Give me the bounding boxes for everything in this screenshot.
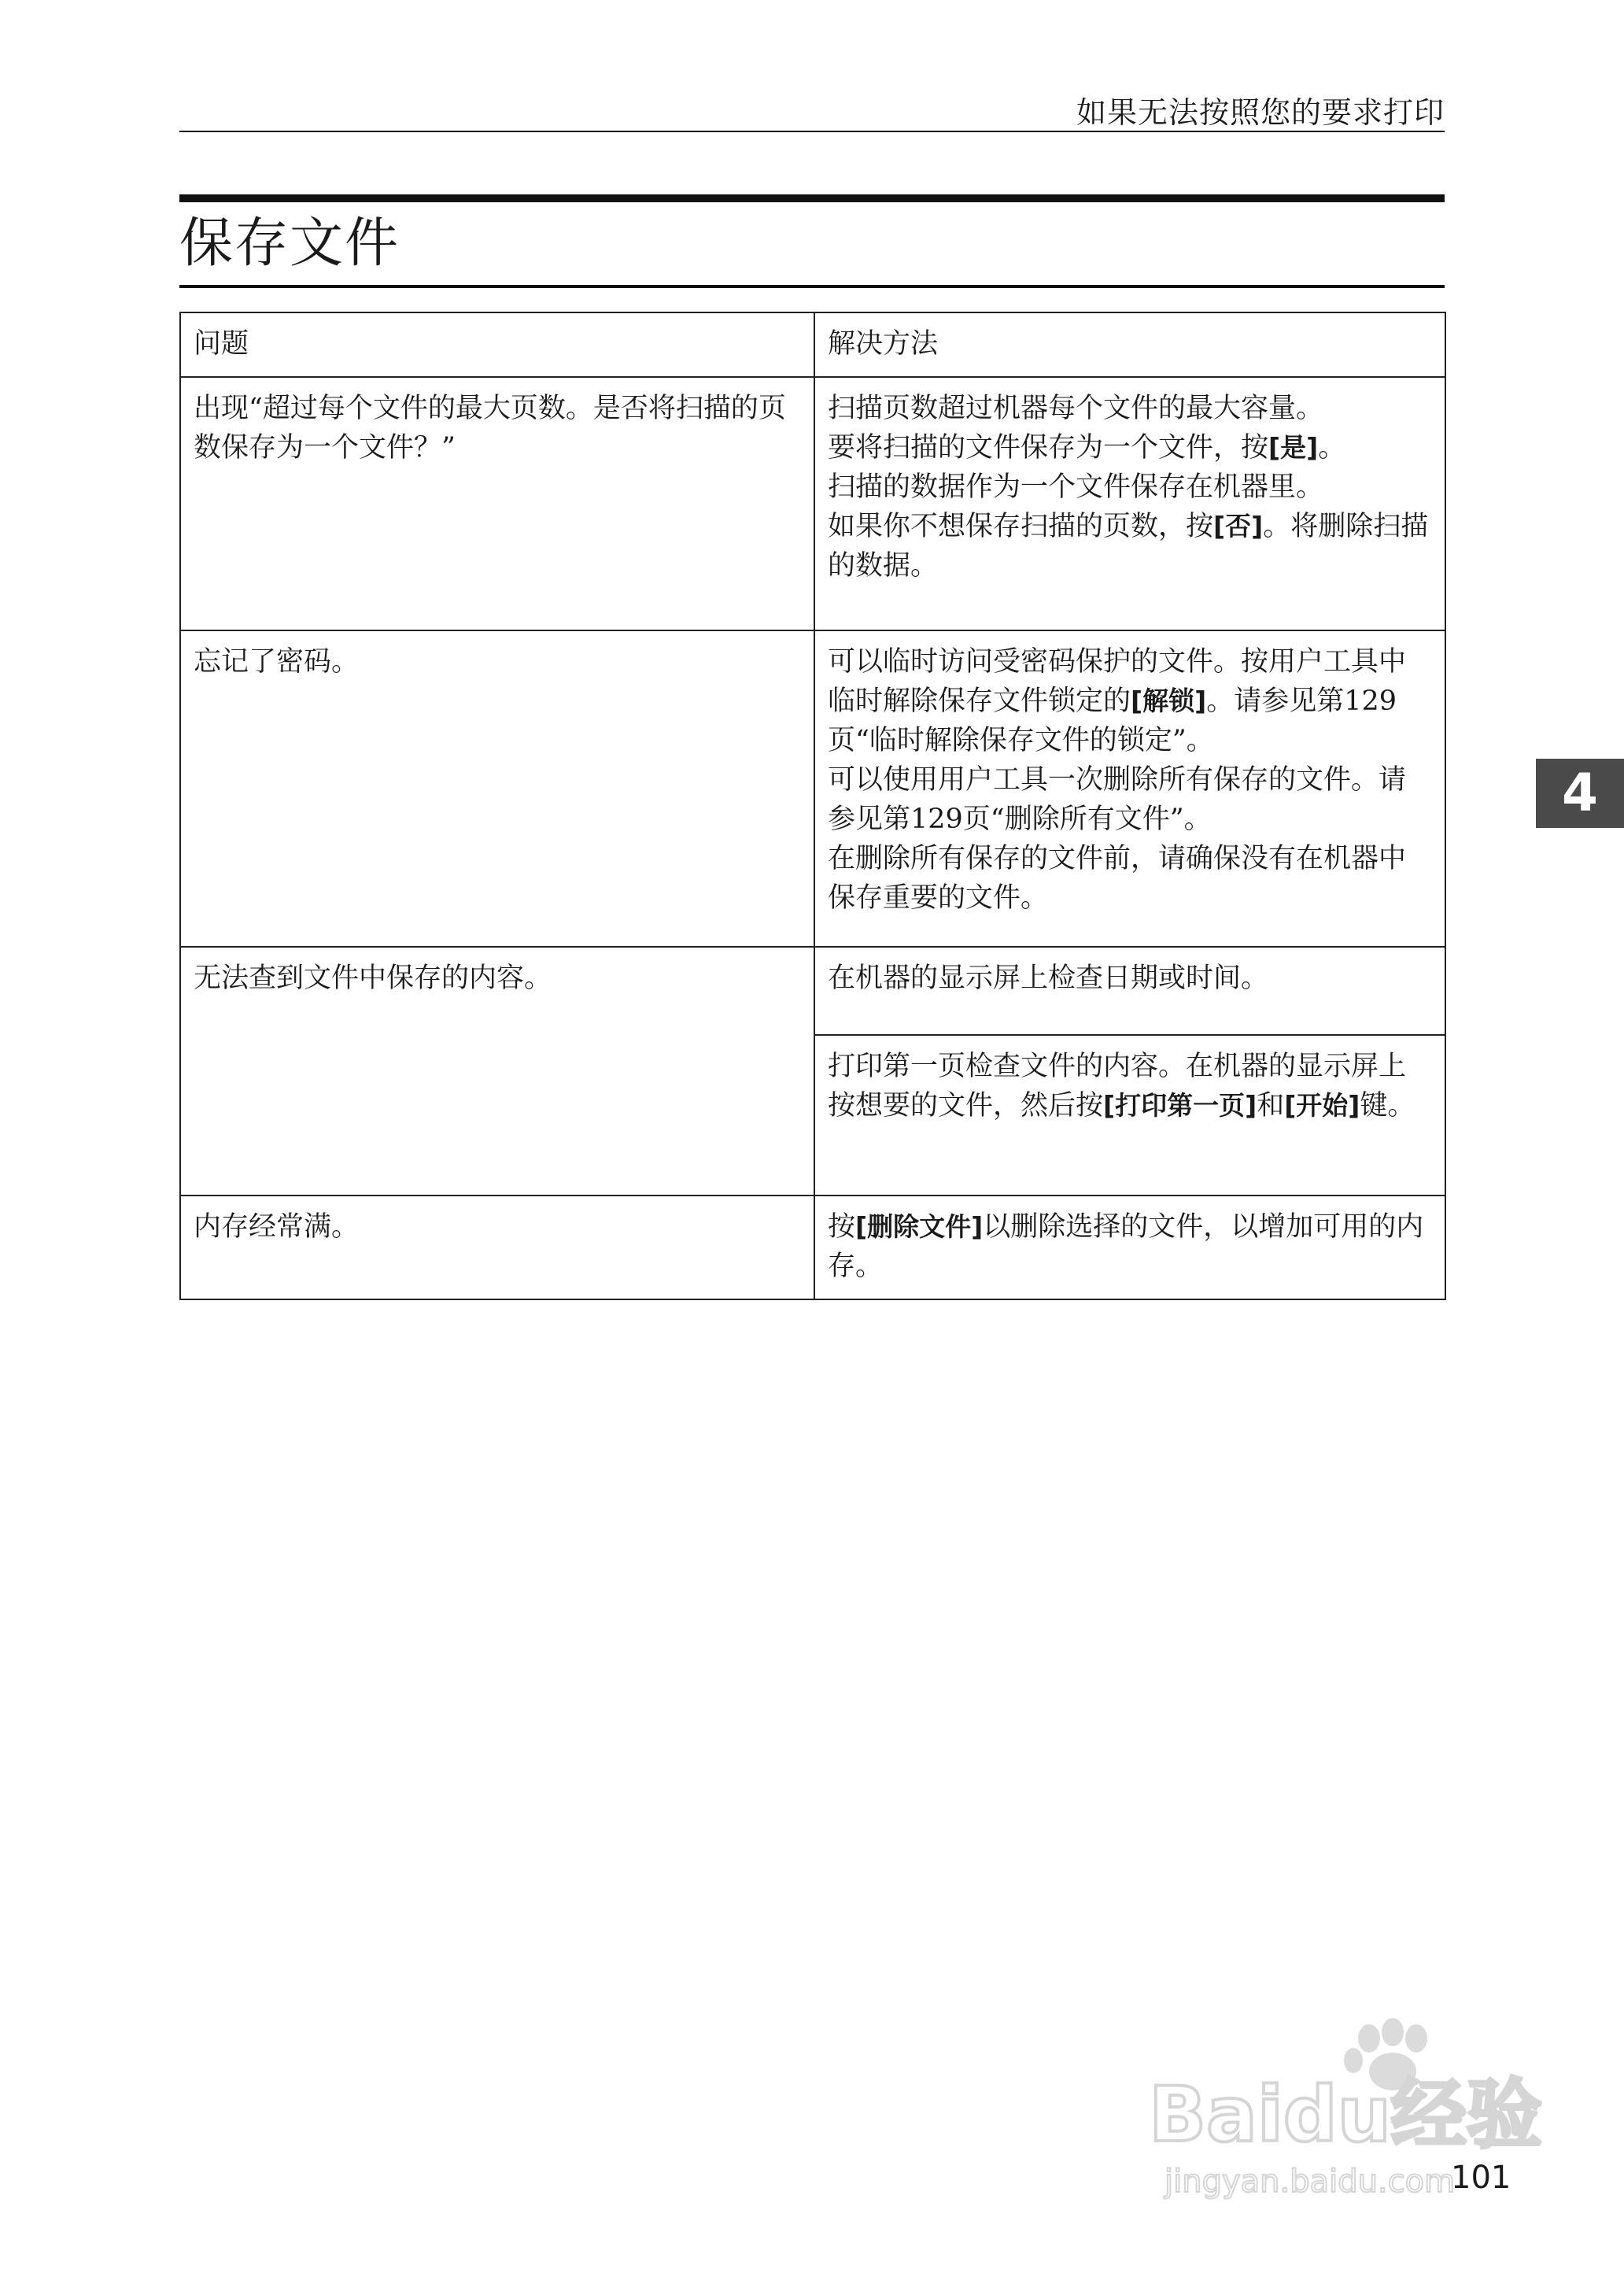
page-number: 101 xyxy=(1451,2160,1511,2196)
problem-cell: 出现“超过每个文件的最大页数。是否将扫描的页数保存为一个文件？” xyxy=(180,377,814,630)
solution-cell xyxy=(814,1196,1445,1299)
solution-line: 扫描的数据作为一个文件保存在机器里。 xyxy=(828,471,1324,503)
solution-cell xyxy=(814,1035,1445,1196)
table-row xyxy=(180,1196,1445,1299)
table-row xyxy=(180,377,1445,630)
solution-line: 按[删除文件]以删除选择的文件，以增加可用的内存。 xyxy=(828,1211,1424,1282)
table-row xyxy=(180,630,1445,947)
running-header: 如果无法按照您的要求打印 xyxy=(1076,95,1445,130)
solution-line: 可以使用用户工具一次删除所有保存的文件。请参见第129页“删除所有文件”。 xyxy=(828,764,1407,835)
key-label: [打印第一页] xyxy=(1103,1090,1257,1121)
solution-line: 在机器的显示屏上检查日期或时间。 xyxy=(828,963,1269,994)
solution-line: 如果你不想保存扫描的页数，按[否]。将删除扫描的数据。 xyxy=(828,511,1429,582)
section-title: 保存文件 xyxy=(179,213,400,275)
key-label: [开始] xyxy=(1284,1090,1360,1121)
column-header-solution: 解决方法 xyxy=(814,312,1445,377)
solution-cell xyxy=(814,947,1445,1035)
table-header-row xyxy=(180,312,1445,377)
solution-cell xyxy=(814,377,1445,630)
table-row xyxy=(180,947,1445,1035)
section-rule-top xyxy=(179,194,1445,202)
solution-line: 在删除所有保存的文件前，请确保没有在机器中保存重要的文件。 xyxy=(828,843,1407,914)
section-rule-bottom xyxy=(179,285,1445,288)
key-label: [是] xyxy=(1268,432,1319,463)
watermark-brand: Baidu经验 xyxy=(1149,2071,1542,2159)
solution-cell xyxy=(814,630,1445,947)
header-rule xyxy=(179,131,1445,132)
problem-cell: 忘记了密码。 xyxy=(180,630,814,947)
key-label: [解锁] xyxy=(1131,686,1207,716)
solution-line: 扫描页数超过机器每个文件的最大容量。 xyxy=(828,393,1324,424)
chapter-tab: 4 xyxy=(1536,759,1624,828)
problem-cell: 内存经常满。 xyxy=(180,1196,814,1299)
troubleshooting-table xyxy=(179,312,1446,1300)
solution-line: 要将扫描的文件保存为一个文件，按[是]。 xyxy=(828,432,1346,464)
problem-cell: 无法查到文件中保存的内容。 xyxy=(180,947,814,1196)
solution-line: 打印第一页检查文件的内容。在机器的显示屏上按想要的文件，然后按[打印第一页]和[开始]键。 xyxy=(828,1051,1415,1122)
key-label: [删除文件] xyxy=(855,1211,984,1242)
key-label: [否] xyxy=(1213,511,1264,541)
solution-line: 可以临时访问受密码保护的文件。按用户工具中临时解除保存文件锁定的[解锁]。请参见第129页“临时解除保存文件的锁定”。 xyxy=(828,646,1407,756)
watermark-url: jingyan.baidu.com xyxy=(1164,2164,1456,2200)
column-header-problem: 问题 xyxy=(180,312,814,377)
